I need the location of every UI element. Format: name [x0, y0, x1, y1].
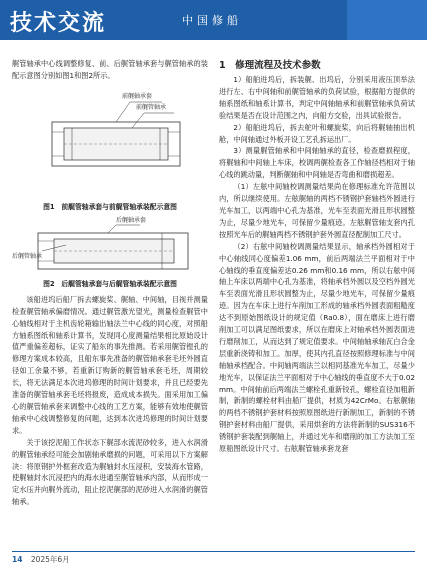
step-3-1: （1）左舷中间轴校调测量结果尚在修理标准允许范围以内，所以继续使用。左舷艉轴的两档不锈钢护套轴档外圆进行光车加工，以两端中心孔为基准，光车至表面光滑且形状圆整为止，尽量少地光车，可保留少量痕迹。左舷艉管轴支套内孔按照光车后的艉轴两档不锈钢护套外圆直径配制加工尺寸。: [219, 182, 415, 239]
left-column: [12, 58, 208, 508]
right-column: [219, 58, 415, 455]
figure-2-drawing: [12, 216, 208, 277]
fig2-label-bearing: 后艉管轴承: [12, 252, 43, 260]
figure-1-drawing: [12, 88, 208, 200]
magazine-name: 中国修船: [182, 14, 242, 27]
step-1: 1）船舶进坞后，拆装艉、出坞后，分别采用液压顶举法进行左、右中间轴和前艉管轴承的负荷试验，根据船方提供的轴系图纸和轴系计算书，判定中间轴轴承和前艉管轴承负荷试验结果是否在设计范围之内，向船方交验，出具试验报告。: [219, 75, 415, 120]
page-number: 14: [12, 555, 23, 564]
figure-1-caption: 图1 前艉管轴承套与前艉管轴承装配示意图: [43, 202, 177, 211]
step-3-2: （2）右舷中间轴校调测量结果显示，轴承档外圆相对于中心轴线同心度偏差1.06 mm，前后两端法兰平面相对于中心轴线的垂直度偏差达0.26 mm和0.16 mm，所以右舷中间轴上车床以两端中心孔为基准，将轴承档外圆以及空档外圆光车至表面光滑且形状圆整为止，尽量少地光车，可保留少量痕迹。因为在车床上进行车削加工形成的轴承档外圆表面粗糙度达不到原始图纸设计的规定值（Ra0.8），面在磨床上进行磨削加工可以满足图纸要求，所以在磨床上对轴承档外圆表面进行磨削加工，从而达到了规定值要求。中间轴轴承轴瓦白合金层重新浇铸和加工。加厚，使其内孔直径按照修理标准与中间轴轴承档配合。中间轴两端法兰以相同基准光车加工，尽量少地光车，以保证法兰平面相对于中心轴线的垂直度不大于0.02 mm。中间轴前后两端法兰螺栓孔重新铰孔，螺栓直径加粗新制，新制的螺栓材料由船厂提供，材质为42CrMo。右舷艉轴的两档不锈钢护套材料按照原图纸进行新制加工，新制的不锈钢护套材料由船厂提供，采用烘套的方法将新制的SUS316不锈钢护套装配到艉轴上，并通过光车和磨削的加工方法加工至原船图纸设计尺寸。右舷艉管轴承套龙套: [219, 241, 415, 454]
header-accent: [347, 0, 427, 40]
issue-date: 2025年6月: [30, 555, 70, 564]
figure-1: [12, 88, 208, 200]
footer: [12, 554, 70, 565]
step-2: 2）船舶进坞后，拆去舵叶和螺旋桨，向后将艉轴抽出机舱，中间轴通过外板开设工艺孔拆运出厂。: [219, 122, 415, 144]
fig1-label-bearing: 前艉管轴承: [136, 103, 167, 111]
body-paragraph-1: 该船进坞后船厂拆去螺旋桨、艉轴、中间轴，目视并测量检查艉管轴承偏磨情况。通过艉管激光望光，测量检查艉管中心轴线相对于主机齿轮箱输出轴法兰中心线的同心度，对照船方轴系图纸和轴系计算书，发现同心度测量结果相比原始设计值严重偏差超标，证实了船东的事先推测。若采用艉管镗孔的修理方案成本较高，且船东事先准备的艉管轴承套毛坯外圆直径如工余量不够，若重新订购新的艉管轴承套毛坯，周期较长，将无法满足本次进坞修理的时间计划要求，并且已经要先准备的艉管轴承套毛坯将报废，造成成本损失。面采用加工偏心的艉管轴承套来调整中心线的工艺方案，能够有效地使艉管轴承中心线调整修复的问题，达到本次进坞修理的时间计划要求。: [12, 294, 208, 435]
section-title: 技术交流: [10, 11, 107, 36]
section-heading: 1 修理流程及技术参数: [219, 60, 321, 71]
intro-paragraph: 艉管轴承中心线调整修复、前、后艉管轴承套与艉管轴承的装配示意图分别如图1和图2所示。: [12, 59, 208, 80]
fig2-label-sleeve: 后艉轴承套: [116, 216, 147, 224]
figure-2: [12, 216, 208, 277]
step-3: 3）测量艉管轴承和中间轴轴承的直径，检查磨损程度，将艉轴和中间轴上车床，校调两艉检查各工作轴径档相对于轴心线的跳动量，判断艉轴和中间轴是否弯曲和磨损超差。: [219, 146, 415, 180]
header-bar: [0, 0, 427, 40]
body-paragraph-2: 关于该挖泥船工作状态下艉部水流泥砂较多，进入水润滑的艉管轴承经可能会加剧轴承磨损的问题，可采用以下方案解决：将原钢护外框套改造为艉轴封水压浸积，安装海水管路，使艉轴封水沉浸把内的海水进通至艉管轴承内部，从而形成一定水压并向艉外流动，阻止挖泥艉部的泥砂进入水润滑的艉管轴承。: [12, 437, 208, 507]
figure-2-caption: 图2 后艉管轴承套与后艉管轴承装配示意图: [43, 279, 177, 288]
fig1-label-sleeve: 前艉轴承套: [122, 92, 153, 100]
footer-rule: [12, 551, 415, 552]
